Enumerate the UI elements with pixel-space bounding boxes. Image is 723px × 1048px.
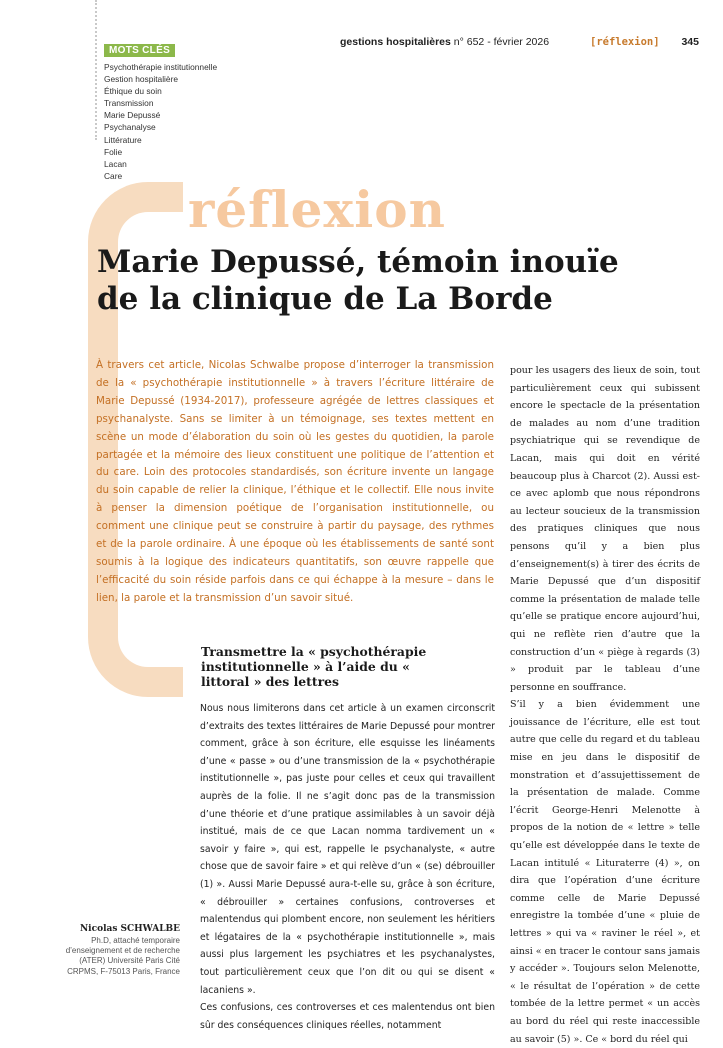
author-bio-line: d’enseignement et de recherche: [65, 946, 180, 956]
journal-name: [340, 36, 549, 48]
journal-title: gestions hospitalières: [340, 36, 451, 48]
keywords-list: [104, 61, 254, 182]
body-paragraph: pour les usagers des lieux de soin, tout particulièrement ceux qui subissent encore le spectacle de la présentation de malades au nom d’une tradition psychiatrique qui se revendique de Lacan, mais qui doit en vérité beaucoup plus à Charcot (2). Aussi est-ce avec aplomb que nous répondrons au lecteur soucieux de la transmission des pratiques cliniques que nous pensons qu’il y a bien plus d’enseignement(s) à tirer des écrits de Marie Depussé que d’un dispositif comme la présentation de malade telle qu’elle se pratique encore aujourd’hui, qui ne reflète rien d’autre que la construction d’un « piège à regards (3) » produit par le tableau d’une personne en souffrance.: [510, 365, 700, 693]
keyword-item: Gestion hospitalière: [104, 74, 179, 85]
title-line-1: Marie Depussé, témoin inouïe: [97, 244, 619, 280]
section-tag: [réflexion]: [590, 36, 660, 48]
keyword-item: Éthique du soin: [104, 86, 162, 97]
body-paragraph: S’il y a bien évidemment une jouissance de l’écriture, elle est tout autre que celle du regard et du tableau mise en jeu dans le dispositif de monstration et d’assujettissement de la présentation de malade. Comme l’écrit George-Henri Melenotte à propos de la notion de « lettre » telle qu’elle est développée dans le texte de Lacan intitulé « Lituraterre (4) », on dira que l’opération d’une écriture comme celle de Marie Depussé enregistre la tombée d’une « pluie de lettres » qui va « raviner le réel », et ainsi « en tracer le contour sans jamais y accéder ». Toujours selon Melenotte, « le résultat de l’opération » de cette tombée de la lettre permet « un accès au bord du réel qui reste inaccessible au savoir (5) ». Ce « bord du réel qui: [510, 699, 700, 1045]
section-subheading: Transmettre la « psychothérapie institutionnelle » à l’aide du « littoral » des lettres: [201, 644, 427, 690]
article-title: [97, 244, 697, 318]
page-header: [340, 36, 703, 52]
article-abstract: À travers cet article, Nicolas Schwalbe propose d’interroger la transmission de la « psychothérapie institutionnelle » à travers l’écriture littéraire de Marie Depussé (1934-2017), professeure agrégée de lettres classiques et psychanalyste. Sans se limiter à un témoignage, ses textes mettent en scène un mode d’élaboration du soin où les gestes du quotidien, la parole partagée et la mémoire des lieux constituent une politique de l’attention et du care. Loin des protocoles standardisés, son écriture invente un langage du soin capable de relier la clinique, l’éthique et le collectif. Elle nous invite à penser la dimension poétique de l’organisation institutionnelle, ou comment une clinique peut se construire à partir du paysage, des rythmes et de la parole ordinaire. À une époque où les établissements de santé sont soumis à la logique des indicateurs quantitatifs, son œuvre rappelle que l’efficacité du soin réside parfois dans ce qui échappe à la mesure – dans le lien, la parole et la transmission d’un savoir situé.: [96, 359, 494, 604]
right-column: [510, 362, 700, 1048]
journal-issue: n° 652 - février 2026: [453, 36, 550, 48]
author-bio: [40, 936, 180, 977]
author-bio-line: (ATER) Université Paris Cité: [79, 956, 180, 966]
keyword-item: Care: [104, 170, 123, 181]
keyword-item: Psychanalyse: [104, 122, 156, 133]
keyword-item: Littérature: [104, 134, 142, 145]
keywords-block: [104, 40, 254, 182]
author-box: [40, 924, 180, 977]
section-word: réflexion: [188, 180, 446, 239]
keyword-item: Folie: [104, 146, 123, 157]
middle-column: [200, 700, 495, 1034]
author-bio-line: Ph.D, attaché temporaire: [91, 936, 180, 945]
page-number: 345: [681, 36, 699, 48]
author-name: Nicolas SCHWALBE: [79, 924, 180, 934]
keyword-item: Lacan: [104, 158, 127, 169]
body-paragraph: Ces confusions, ces controverses et ces malentendus ont bien sûr des conséquences cliniques réelles, notamment: [200, 1002, 495, 1031]
keyword-item: Transmission: [104, 98, 154, 109]
dotted-divider: [95, 0, 97, 140]
keywords-label: MOTS CLÉS: [104, 44, 175, 57]
body-paragraph: Nous nous limiterons dans cet article à un examen circonscrit d’extraits des textes littéraires de Marie Depussé pour montrer comment, grâce à son écriture, elle esquisse les linéaments d’une « passe » ou d’une transmission de la « psychothérapie institutionnelle », pas juste pour celles et ceux qui travaillent auprès de la folie. Il ne s’agit donc pas de la transmission d’une théorie et d’une pratique assimilables à un savoir déjà institué, mais de ce que Lacan nomma tardivement un « savoir y faire », qui est, rappelle le psychanalyste, « autre chose que de savoir faire » et qui relève d’un « (se) débrouiller (1) ». Aussi Marie Depussé aura-t-elle su, grâce à son écriture, « débrouiller » certaines confusions, controverses et malentendus qui plombent encore, non seulement les héritiers et légataires de la « psychothérapie institutionnelle », mais aussi plus largement les psychiatres et les psychanalystes, tout particulièrement ceux que l’on dit ou qui se disent « lacaniens ».: [200, 703, 495, 996]
author-bio-line: CRPMS, F-75013 Paris, France: [67, 966, 180, 976]
keyword-item: Marie Depussé: [104, 110, 161, 121]
title-line-2: de la clinique de La Borde: [97, 281, 553, 317]
keyword-item: Psychothérapie institutionnelle: [104, 62, 218, 72]
